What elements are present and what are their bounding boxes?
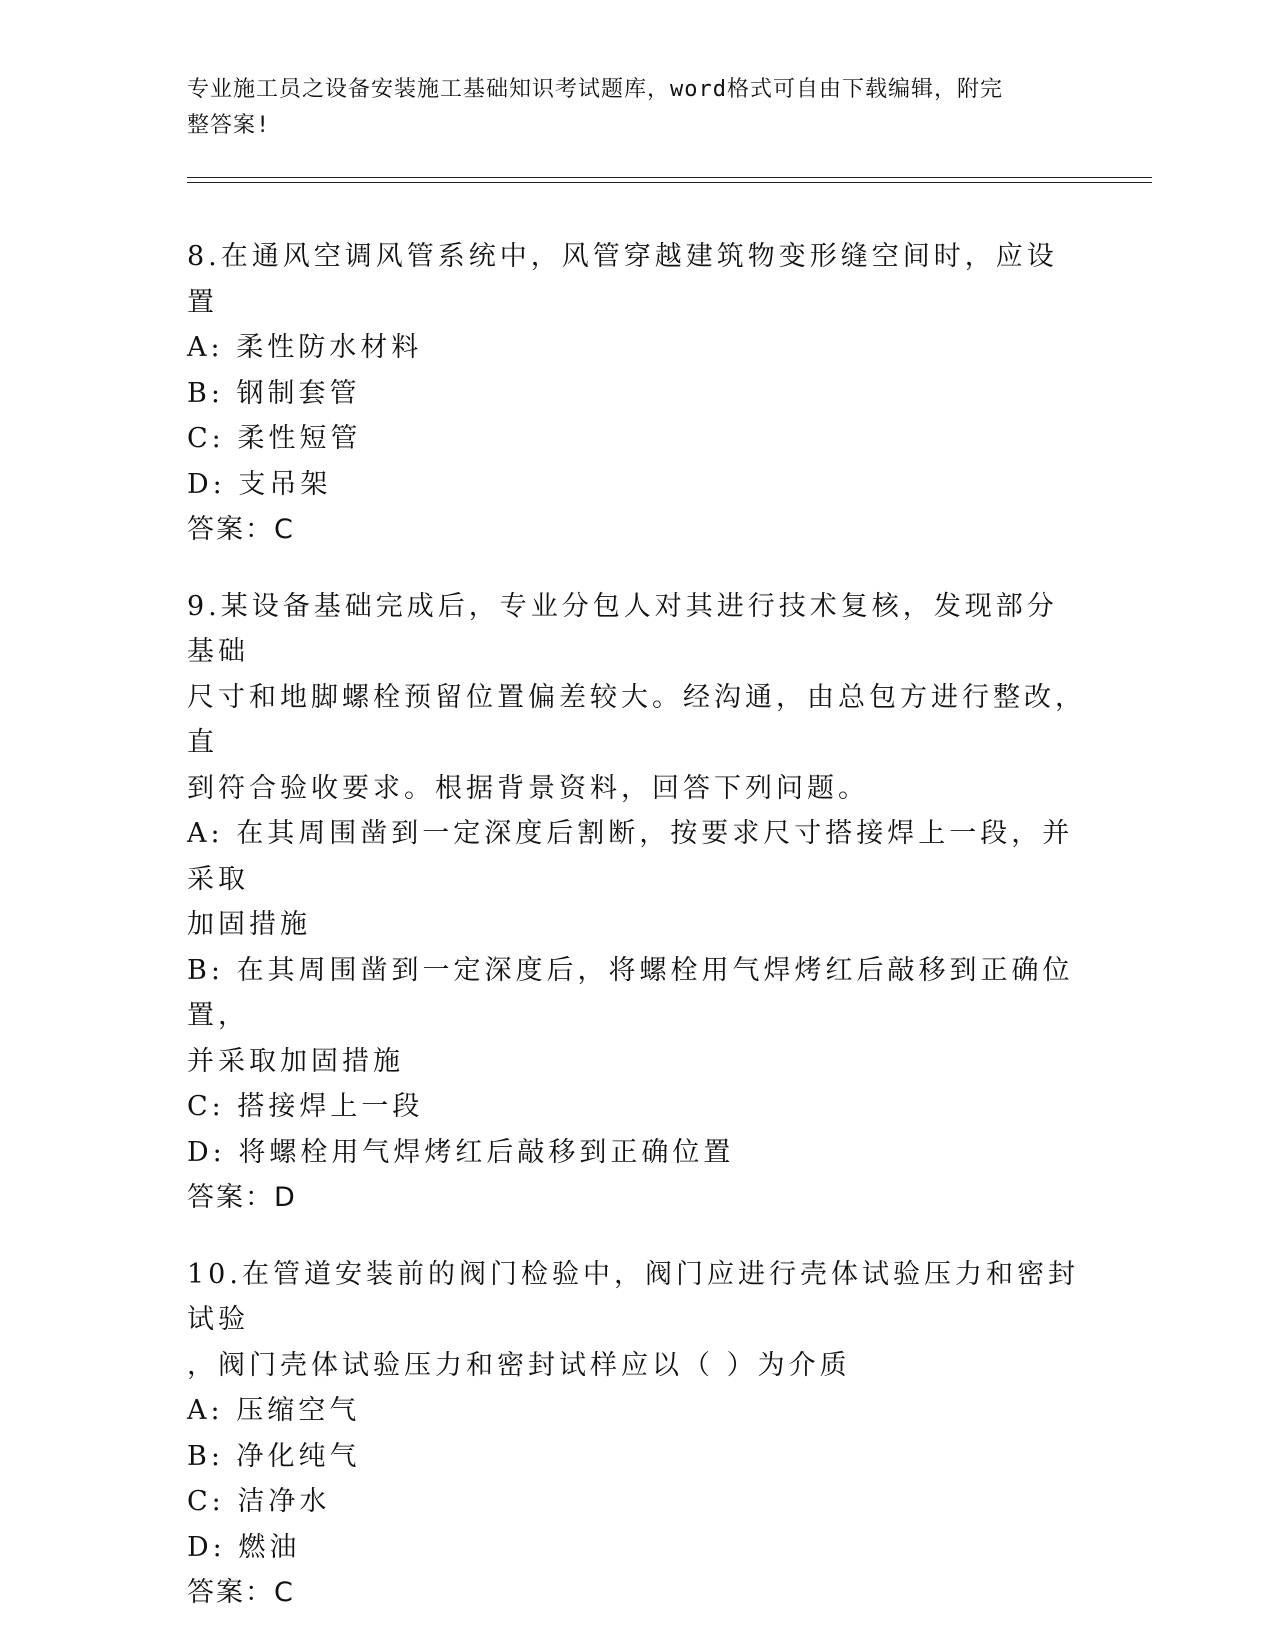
option-b [187, 1434, 1087, 1480]
option-letter: D: [187, 468, 226, 500]
header-line-1: 专业施工员之设备安装施工基础知识考试题库，word格式可自由下载编辑，附完 [187, 77, 1003, 102]
option-letter: C: [187, 423, 225, 454]
question-8 [187, 234, 1087, 553]
question-stem-line: 9.某设备基础完成后，专业分包人对其进行技术复核，发现部分基础 [187, 590, 1058, 667]
option-text: 柔性防水材料 [236, 332, 423, 363]
option-letter: B: [187, 1440, 224, 1472]
header-divider-bottom [187, 182, 1152, 183]
question-list [187, 234, 1087, 1647]
option-d [187, 1525, 1087, 1571]
option-c [187, 1479, 1087, 1525]
option-letter: A: [187, 818, 224, 849]
option-text: 柔性短管 [237, 423, 362, 454]
document-header [187, 72, 1067, 144]
option-letter: B: [187, 954, 224, 986]
option-letter: D: [187, 1136, 226, 1168]
option-letter: A: [187, 1395, 224, 1426]
question-stem-line: ，阀门壳体试验压力和密封试样应以（ ）为介质 [187, 1349, 851, 1381]
option-b-continuation: 并采取加固措施 [187, 1045, 404, 1077]
option-text: 洁净水 [237, 1486, 331, 1517]
header-line-2: 整答案! [187, 113, 271, 138]
option-c [187, 1084, 1087, 1130]
option-text: 燃油 [238, 1531, 301, 1563]
option-text: 将螺栓用气焊烤红后敲移到正确位置 [238, 1136, 735, 1168]
option-text: 净化纯气 [236, 1440, 361, 1472]
option-c [187, 416, 1087, 462]
question-10 [187, 1252, 1087, 1616]
option-b [187, 371, 1087, 417]
option-d [187, 462, 1087, 508]
option-text: 搭接焊上一段 [237, 1091, 424, 1122]
question-9 [187, 584, 1087, 1221]
question-stem-line: 8.在通风空调风管系统中，风管穿越建筑物变形缝空间时，应设置 [187, 241, 1058, 318]
option-text: 在其周围凿到一定深度后，将螺栓用气焊烤红后敲移到正确位置， [187, 954, 1074, 1031]
option-a-continuation: 加固措施 [187, 909, 311, 940]
option-letter: B: [187, 377, 224, 409]
header-divider-top [187, 177, 1152, 178]
option-a [187, 325, 1087, 371]
option-text: 钢制套管 [236, 377, 361, 409]
option-text: 支吊架 [238, 468, 332, 500]
answer-line: 答案：C [187, 514, 295, 545]
option-a [187, 811, 1087, 902]
question-stem-line: 到符合验收要求。根据背景资料，回答下列问题。 [187, 772, 869, 804]
question-stem-line: 10.在管道安装前的阀门检验中，阀门应进行壳体试验压力和密封试验 [187, 1258, 1079, 1335]
option-letter: A: [187, 332, 224, 363]
option-b [187, 948, 1087, 1039]
option-text: 在其周围凿到一定深度后割断，按要求尺寸搭接焊上一段，并采取 [187, 818, 1074, 895]
answer-line: 答案：C [187, 1577, 295, 1608]
option-letter: D: [187, 1531, 226, 1563]
option-letter: C: [187, 1091, 225, 1122]
question-stem-line: 尺寸和地脚螺栓预留位置偏差较大。经沟通，由总包方进行整改，直 [187, 681, 1086, 758]
option-a [187, 1388, 1087, 1434]
answer-line: 答案：D [187, 1182, 297, 1213]
option-letter: C: [187, 1486, 225, 1517]
option-d [187, 1130, 1087, 1176]
option-text: 压缩空气 [236, 1395, 361, 1426]
